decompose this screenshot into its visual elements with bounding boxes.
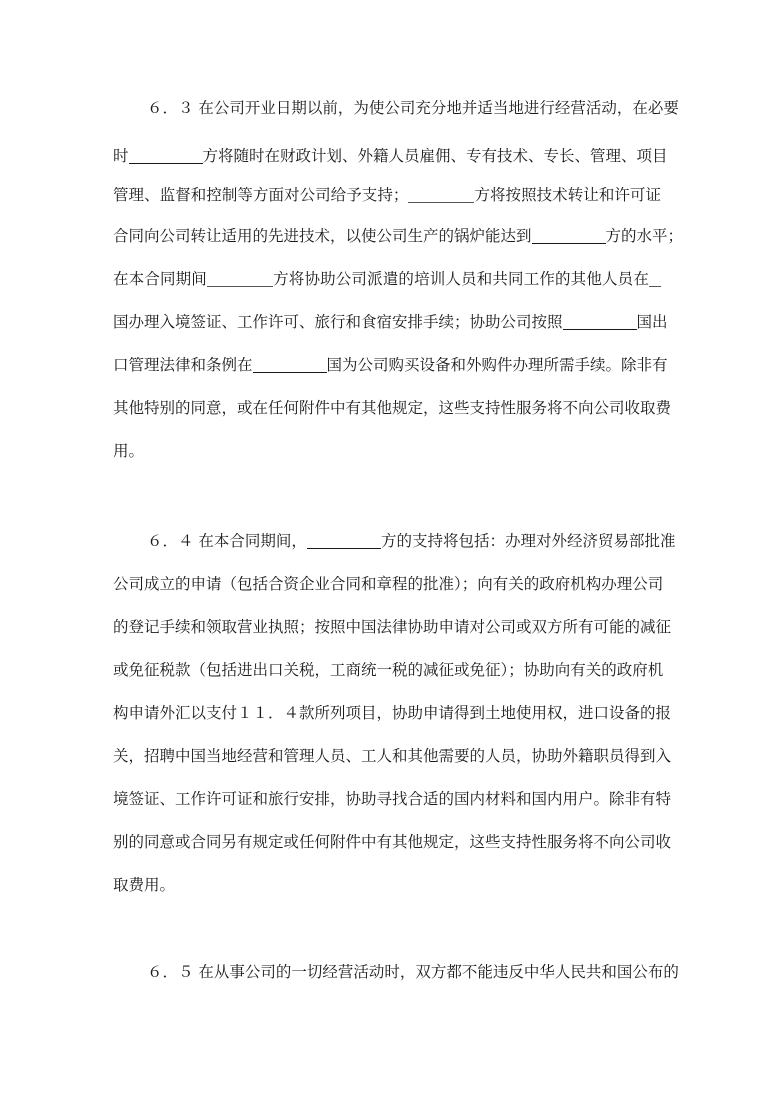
clause-6-4-line-3: 的登记手续和领取营业执照；按照中国法律协助申请对公司或双方所有可能的减征 [113, 618, 672, 636]
clause-6-5-line-1: ６．５ 在从事公司的一切经营活动时，双方都不能违反中华人民共和国公布的 [147, 963, 679, 981]
fill-blank [532, 242, 606, 244]
fill-blank [563, 328, 637, 330]
clause-6-4-line-8: 别的同意或合同另有规定或任何附件中有其他规定，这些支持性服务将不向公司收 [113, 833, 672, 851]
clause-6-3-line-8: 其他特别的同意，或在任何附件中有其他规定，这些支持性服务将不向公司收取费 [113, 399, 672, 417]
clause-6-3-line-4: 合同向公司转让适用的先进技术，以使公司生产的锅炉能达到 方的水平； [113, 227, 684, 245]
clause-6-4-line-2: 公司成立的申请（包括合资企业合同和章程的批准）；向有关的政府机构办理公司 [113, 575, 664, 593]
clause-6-4-line-5: 构申请外汇以支付１１．４款所列项目，协助申请得到土地使用权，进口设备的报 [113, 704, 672, 722]
clause-6-4-line-9: 取费用。 [113, 876, 176, 894]
fill-blank [408, 201, 474, 203]
clause-6-4-line-1: ６．４ 在本合同期间， 方的支持将包括：办理对外经济贸易部批准 [147, 532, 676, 550]
clause-6-3-line-1: ６．３ 在公司开业日期以前，为使公司充分地并适当地进行经营活动，在必要 [147, 99, 679, 117]
clause-6-4-line-6: 关，招聘中国当地经营和管理人员、工人和其他需要的人员，协助外籍职员得到入 [113, 747, 672, 765]
clause-6-3-line-7: 口管理法律和条例在 国为公司购买设备和外购件办理所需手续。除非有 [113, 356, 668, 374]
fill-blank [253, 371, 327, 373]
fill-blank [307, 547, 381, 549]
clause-6-3-line-5: 在本合同期间 方将协助公司派遣的培训人员和共同工作的其他人员在 [113, 269, 661, 289]
fill-blank [129, 162, 203, 164]
fill-blank [649, 285, 661, 287]
clause-6-3-line-2: 时 方将随时在财政计划、外籍人员雇佣、专有技术、专长、管理、项目 [113, 147, 668, 165]
clause-6-3-line-6: 国办理入境签证、工作许可、旅行和食宿安排手续；协助公司按照 国出 [113, 313, 668, 331]
clause-6-3-line-3: 管理、监督和控制等方面对公司给予支持； 方将按照技术转让和许可证 [113, 186, 661, 204]
fill-blank [207, 285, 273, 287]
clause-6-4-line-4: 或免征税款（包括进出口关税，工商统一税的减征或免征）；协助向有关的政府机 [113, 661, 664, 679]
clause-6-3-line-9: 用。 [113, 442, 145, 460]
clause-6-4-line-7: 境签证、工作许可证和旅行安排，协助寻找合适的国内材料和国内用户。除非有特 [113, 790, 672, 808]
